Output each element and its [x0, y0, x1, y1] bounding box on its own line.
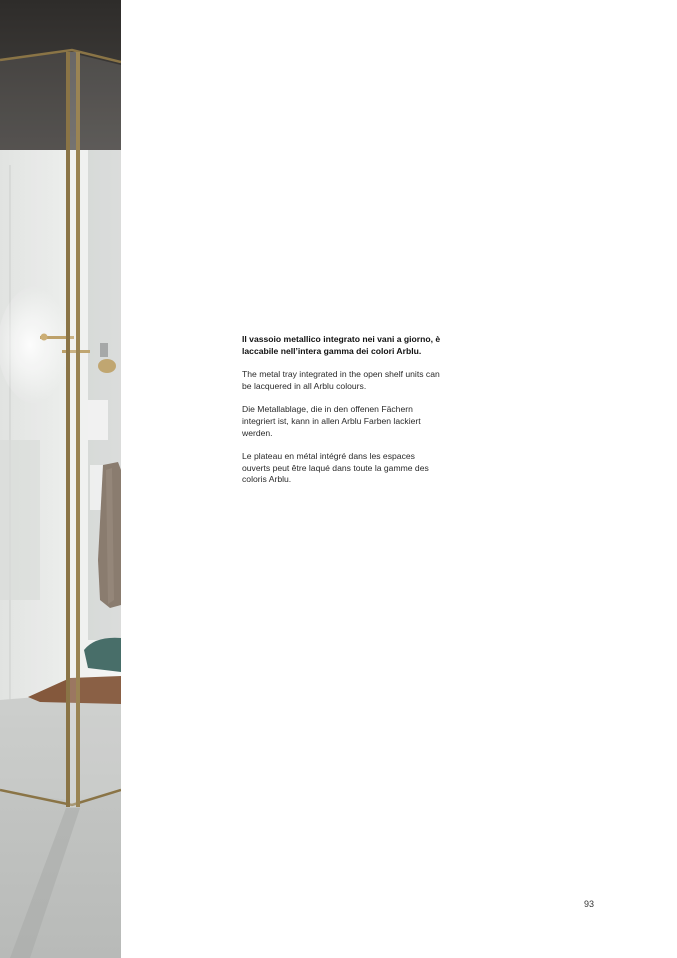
frame-profile-left [66, 52, 70, 807]
page-number: 93 [583, 899, 594, 909]
description-text-block [242, 334, 442, 498]
german-description: Die Metallablage, die in den offenen Fächern integriert ist, kann in allen Arblu Farben lackiert werden. [242, 404, 421, 438]
product-photo [0, 0, 121, 958]
italian-description: Il vassoio metallico integrato nei vani a giorno, è laccabile nell’intera gamma dei colori Arblu. [242, 334, 441, 356]
english-description: The metal tray integrated in the open shelf units can be lacquered in all Arblu colours. [242, 369, 440, 391]
french-description: Le plateau en métal intégré dans les espaces ouverts peut être laqué dans toute la gamme des coloris Arblu. [242, 451, 429, 485]
frame-profile-right [76, 52, 80, 807]
shower-enclosure-photo [0, 0, 121, 958]
